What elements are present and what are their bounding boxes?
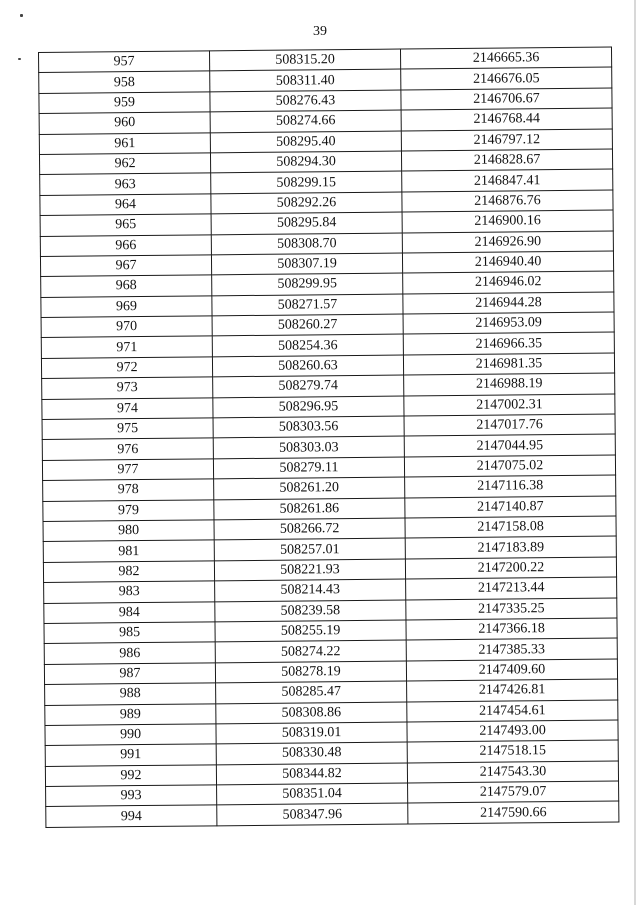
y-coordinate-cell: 2147426.81: [407, 679, 618, 701]
point-number-cell: 976: [42, 438, 213, 460]
y-coordinate-cell: 2146946.02: [403, 271, 614, 293]
point-number-cell: 973: [42, 377, 213, 399]
x-coordinate-cell: 508296.95: [213, 396, 404, 418]
x-coordinate-cell: 508261.86: [214, 498, 405, 520]
point-number-cell: 962: [39, 153, 210, 175]
y-coordinate-cell: 2147454.61: [407, 699, 618, 721]
y-coordinate-cell: 2147590.66: [408, 801, 619, 823]
y-coordinate-cell: 2146847.41: [402, 169, 613, 191]
point-number-cell: 977: [42, 459, 213, 481]
x-coordinate-cell: 508239.58: [215, 600, 406, 622]
x-coordinate-cell: 508299.15: [211, 171, 402, 193]
point-number-cell: 961: [39, 132, 210, 154]
x-coordinate-cell: 508315.20: [209, 49, 400, 71]
y-coordinate-cell: 2146797.12: [401, 129, 612, 151]
point-number-cell: 975: [42, 418, 213, 440]
y-coordinate-cell: 2147044.95: [404, 434, 615, 456]
point-number-cell: 988: [45, 683, 216, 705]
y-coordinate-cell: 2147158.08: [405, 516, 616, 538]
point-number-cell: 965: [40, 214, 211, 236]
point-number-cell: 981: [43, 540, 214, 562]
point-number-cell: 974: [42, 397, 213, 419]
x-coordinate-cell: 508308.86: [216, 701, 407, 723]
y-coordinate-cell: 2146981.35: [403, 353, 614, 375]
point-number-cell: 978: [43, 479, 214, 501]
point-number-cell: 964: [40, 194, 211, 216]
y-coordinate-cell: 2146900.16: [402, 210, 613, 232]
x-coordinate-cell: 508254.36: [212, 334, 403, 356]
point-number-cell: 979: [43, 499, 214, 521]
x-coordinate-cell: 508274.22: [215, 640, 406, 662]
coordinates-table-wrapper: [38, 46, 619, 827]
point-number-cell: 966: [40, 234, 211, 256]
point-number-cell: 986: [44, 642, 215, 664]
page-number: 39: [313, 24, 327, 39]
x-coordinate-cell: 508292.26: [211, 192, 402, 214]
point-number-cell: 970: [41, 316, 212, 338]
x-coordinate-cell: 508278.19: [215, 661, 406, 683]
y-coordinate-cell: 2147213.44: [406, 577, 617, 599]
point-number-cell: 980: [43, 520, 214, 542]
x-coordinate-cell: 508330.48: [216, 742, 407, 764]
page-edge-shadow: [634, 0, 636, 905]
y-coordinate-cell: 2146944.28: [403, 292, 614, 314]
point-number-cell: 967: [40, 255, 211, 277]
y-coordinate-cell: 2146966.35: [403, 332, 614, 354]
point-number-cell: 991: [45, 744, 216, 766]
x-coordinate-cell: 508311.40: [210, 69, 401, 91]
x-coordinate-cell: 508319.01: [216, 722, 407, 744]
y-coordinate-cell: 2147002.31: [404, 394, 615, 416]
y-coordinate-cell: 2146940.40: [402, 251, 613, 273]
x-coordinate-cell: 508276.43: [210, 90, 401, 112]
y-coordinate-cell: 2146926.90: [402, 231, 613, 253]
x-coordinate-cell: 508299.95: [212, 273, 403, 295]
x-coordinate-cell: 508257.01: [214, 538, 405, 560]
x-coordinate-cell: 508295.84: [211, 212, 402, 234]
x-coordinate-cell: 508294.30: [210, 151, 401, 173]
table-body: [39, 47, 619, 827]
x-coordinate-cell: 508274.66: [210, 110, 401, 132]
point-number-cell: 963: [40, 173, 211, 195]
point-number-cell: 960: [39, 112, 210, 134]
y-coordinate-cell: 2146706.67: [401, 88, 612, 110]
scan-speck: [18, 58, 21, 60]
x-coordinate-cell: 508279.11: [213, 457, 404, 479]
y-coordinate-cell: 2147493.00: [407, 720, 618, 742]
point-number-cell: 969: [41, 296, 212, 318]
point-number-cell: 987: [44, 663, 215, 685]
x-coordinate-cell: 508303.03: [213, 436, 404, 458]
x-coordinate-cell: 508271.57: [212, 294, 403, 316]
x-coordinate-cell: 508344.82: [216, 763, 407, 785]
y-coordinate-cell: 2147335.25: [406, 598, 617, 620]
x-coordinate-cell: 508307.19: [211, 253, 402, 275]
y-coordinate-cell: 2147518.15: [407, 740, 618, 762]
y-coordinate-cell: 2147543.30: [407, 761, 618, 783]
x-coordinate-cell: 508295.40: [210, 131, 401, 153]
y-coordinate-cell: 2147183.89: [405, 536, 616, 558]
x-coordinate-cell: 508261.20: [214, 477, 405, 499]
point-number-cell: 992: [45, 764, 216, 786]
x-coordinate-cell: 508308.70: [211, 233, 402, 255]
y-coordinate-cell: 2146828.67: [401, 149, 612, 171]
x-coordinate-cell: 508285.47: [216, 681, 407, 703]
y-coordinate-cell: 2147075.02: [404, 455, 615, 477]
point-number-cell: 957: [39, 51, 210, 73]
y-coordinate-cell: 2146665.36: [400, 47, 611, 69]
y-coordinate-cell: 2147366.18: [406, 618, 617, 640]
point-number-cell: 994: [46, 805, 217, 827]
point-number-cell: 993: [46, 785, 217, 807]
coordinates-table: [38, 46, 619, 827]
y-coordinate-cell: 2147385.33: [406, 638, 617, 660]
point-number-cell: 972: [41, 357, 212, 379]
point-number-cell: 958: [39, 71, 210, 93]
y-coordinate-cell: 2147409.60: [406, 659, 617, 681]
x-coordinate-cell: 508255.19: [215, 620, 406, 642]
x-coordinate-cell: 508351.04: [217, 783, 408, 805]
x-coordinate-cell: 508260.63: [212, 355, 403, 377]
x-coordinate-cell: 508260.27: [212, 314, 403, 336]
point-number-cell: 990: [45, 724, 216, 746]
y-coordinate-cell: 2147116.38: [405, 475, 616, 497]
point-number-cell: 985: [44, 622, 215, 644]
point-number-cell: 959: [39, 92, 210, 114]
point-number-cell: 982: [43, 561, 214, 583]
y-coordinate-cell: 2146953.09: [403, 312, 614, 334]
y-coordinate-cell: 2146876.76: [402, 190, 613, 212]
x-coordinate-cell: 508221.93: [214, 559, 405, 581]
point-number-cell: 968: [41, 275, 212, 297]
x-coordinate-cell: 508279.74: [213, 375, 404, 397]
y-coordinate-cell: 2146988.19: [404, 373, 615, 395]
y-coordinate-cell: 2146676.05: [401, 67, 612, 89]
y-coordinate-cell: 2147200.22: [405, 557, 616, 579]
y-coordinate-cell: 2147140.87: [405, 496, 616, 518]
x-coordinate-cell: 508303.56: [213, 416, 404, 438]
point-number-cell: 983: [44, 581, 215, 603]
scan-speck: [20, 14, 23, 17]
point-number-cell: 984: [44, 601, 215, 623]
point-number-cell: 989: [45, 703, 216, 725]
y-coordinate-cell: 2147579.07: [408, 781, 619, 803]
x-coordinate-cell: 508266.72: [214, 518, 405, 540]
x-coordinate-cell: 508214.43: [215, 579, 406, 601]
y-coordinate-cell: 2146768.44: [401, 108, 612, 130]
point-number-cell: 971: [41, 336, 212, 358]
y-coordinate-cell: 2147017.76: [404, 414, 615, 436]
x-coordinate-cell: 508347.96: [217, 803, 408, 825]
